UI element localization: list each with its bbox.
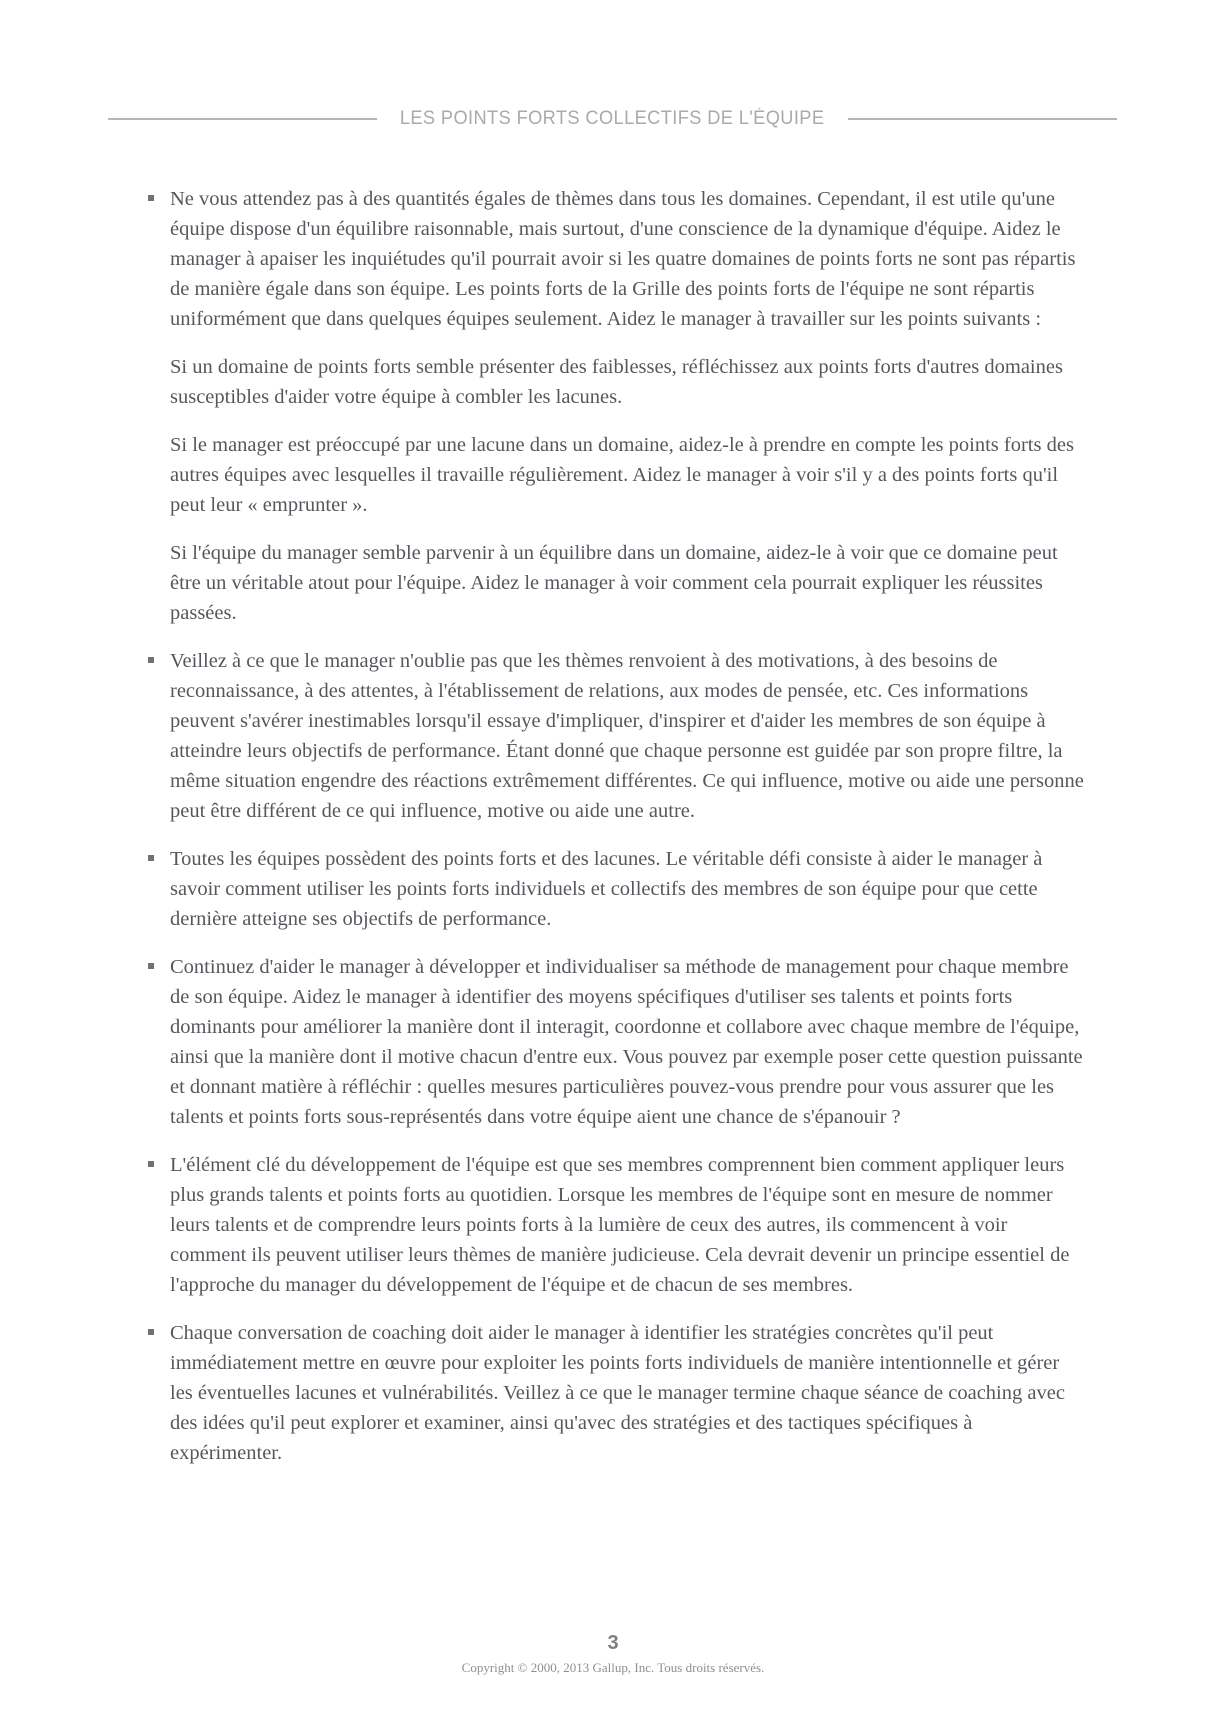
- header-rule-left: [108, 118, 377, 120]
- copyright-notice: Copyright © 2000, 2013 Gallup, Inc. Tous droits réservés.: [461, 1660, 765, 1675]
- sub-paragraph: [170, 430, 1085, 520]
- bullet-square-icon: [148, 195, 154, 201]
- bullet-square-icon: [148, 657, 154, 663]
- paragraph-text: Ne vous attendez pas à des quantités égales de thèmes dans tous les domaines. Cependant, il est utile qu'une équipe dispose d'un équilibre raisonnable, mais surtout, d'une conscience de la dynamique d'équipe. Aidez le manager à apaiser les inquiétudes qu'il pourrait avoir si les quatre domaines de points forts ne sont pas répartis de manière égale dans son équipe. Les points forts de la Grille des points forts de l'équipe ne sont répartis uniformément que dans quelques équipes seulement. Aidez le manager à travailler sur les points suivants :: [170, 188, 1076, 330]
- page-title: LES POINTS FORTS COLLECTIFS DE L'ÉQUIPE: [400, 108, 825, 129]
- sub-paragraph: [170, 538, 1085, 628]
- bullet-square-icon: [148, 963, 154, 969]
- paragraph-text: Continuez d'aider le manager à développer et individualiser sa méthode de management pour chaque membre de son équipe. Aidez le manager à identifier des moyens spécifiques d'utiliser ses talents et points forts dominants pour améliorer la manière dont il interagit, coordonne et collabore avec chaque membre de l'équipe, ainsi que la manière dont il motive chacun d'entre eux. Vous pouvez par exemple poser cette question puissante et donnant matière à réfléchir : quelles mesures particulières pouvez-vous prendre pour vous assurer que les talents et points forts sous-représentés dans votre équipe aient une chance de s'épanouir ?: [170, 956, 1083, 1128]
- paragraph-text: Si l'équipe du manager semble parvenir à un équilibre dans un domaine, aidez-le à voir que ce domaine peut être un véritable atout pour l'équipe. Aidez le manager à voir comment cela pourrait expliquer les réussites passées.: [170, 542, 1058, 624]
- bullet-paragraph: [170, 1150, 1085, 1300]
- header-rule-right: [848, 118, 1117, 120]
- paragraph-text: L'élément clé du développement de l'équipe est que ses membres comprennent bien comment appliquer leurs plus grands talents et points forts au quotidien. Lorsque les membres de l'équipe sont en mesure de nommer leurs talents et de comprendre leurs points forts à la lumière de ceux des autres, ils commencent à voir comment ils peuvent utiliser leurs thèmes de manière judicieuse. Cela devrait devenir un principe essentiel de l'approche du manager du développement de l'équipe et de chacun de ses membres.: [170, 1154, 1070, 1296]
- bullet-paragraph: [170, 184, 1085, 334]
- paragraph-text: Toutes les équipes possèdent des points forts et des lacunes. Le véritable défi consiste à aider le manager à savoir comment utiliser les points forts individuels et collectifs des membres de son équipe pour que cette dernière atteigne ses objectifs de performance.: [170, 848, 1043, 930]
- bullet-paragraph: [170, 952, 1085, 1132]
- document-body: [170, 184, 1085, 1486]
- bullet-square-icon: [148, 1161, 154, 1167]
- bullet-paragraph: [170, 646, 1085, 826]
- bullet-paragraph: [170, 1318, 1085, 1468]
- paragraph-text: Veillez à ce que le manager n'oublie pas que les thèmes renvoient à des motivations, à des besoins de reconnaissance, à des attentes, à l'établissement de relations, aux modes de pensée, etc. Ces informations peuvent s'avérer inestimables lorsqu'il essaye d'impliquer, d'inspirer et d'aider les membres de son équipe à atteindre leurs objectifs de performance. Étant donné que chaque personne est guidée par son propre filtre, la même situation engendre des réactions extrêmement différentes. Ce qui influence, motive ou aide une personne peut être différent de ce qui influence, motive ou aide une autre.: [170, 650, 1084, 822]
- paragraph-text: Chaque conversation de coaching doit aider le manager à identifier les stratégies concrètes qu'il peut immédiatement mettre en œuvre pour exploiter les points forts individuels de manière intentionnelle et gérer les éventuelles lacunes et vulnérabilités. Veillez à ce que le manager termine chaque séance de coaching avec des idées qu'il peut explorer et examiner, ainsi qu'avec des stratégies et des tactiques spécifiques à expérimenter.: [170, 1322, 1065, 1464]
- page-number: 3: [607, 1632, 619, 1654]
- bullet-square-icon: [148, 855, 154, 861]
- paragraph-text: Si le manager est préoccupé par une lacune dans un domaine, aidez-le à prendre en compte les points forts des autres équipes avec lesquelles il travaille régulièrement. Aidez le manager à voir s'il y a des points forts qu'il peut leur « emprunter ».: [170, 434, 1074, 516]
- paragraph-text: Si un domaine de points forts semble présenter des faiblesses, réfléchissez aux points forts d'autres domaines susceptibles d'aider votre équipe à combler les lacunes.: [170, 356, 1063, 408]
- sub-paragraph: [170, 352, 1085, 412]
- bullet-square-icon: [148, 1329, 154, 1335]
- bullet-paragraph: [170, 844, 1085, 934]
- page-header: [108, 108, 1117, 130]
